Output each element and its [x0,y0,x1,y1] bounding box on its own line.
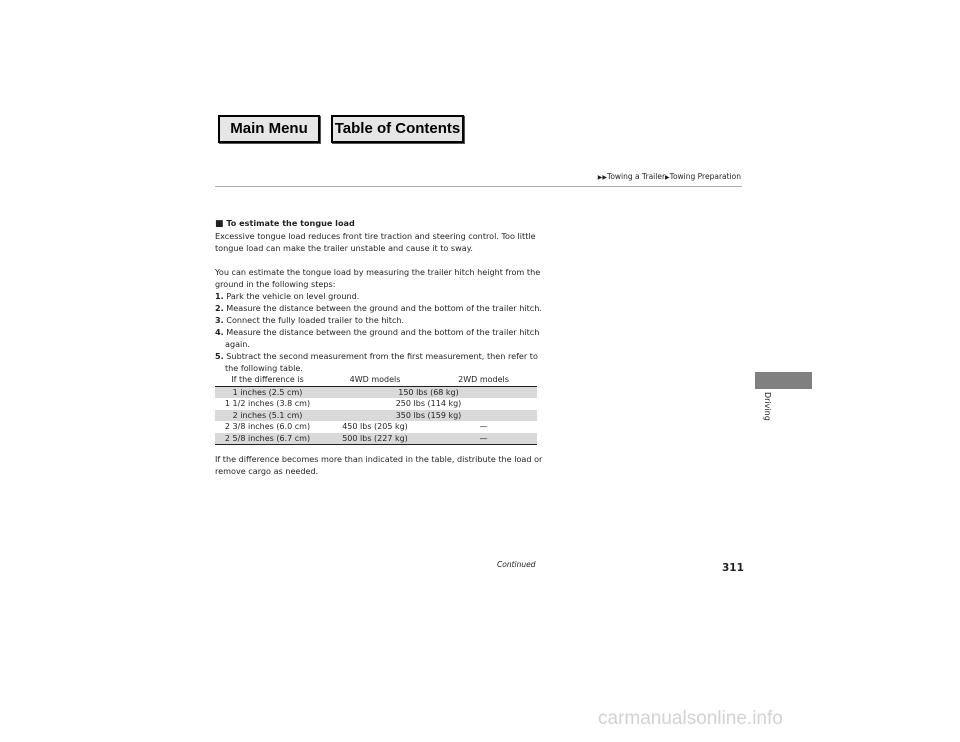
breadcrumb [598,172,741,181]
chapter-tab[interactable] [755,372,812,389]
intro-paragraph: Excessive tongue load reduces front tire traction and steering control. Too little tongue load can make the trailer unstable and cause it to sway. [215,231,536,253]
step-item [215,350,545,374]
section-heading-text: To estimate the tongue load [226,218,355,228]
table-row [215,398,537,410]
table-row [215,410,537,422]
2wd-load-cell: — [479,422,488,431]
breadcrumb-subsection[interactable]: Towing Preparation [669,172,741,181]
after-table-paragraph: If the difference becomes more than indicated in the table, distribute the load or remove cargo as needed. [215,454,543,476]
step-item [215,302,545,314]
steps-list [215,290,545,374]
step-text: Park the vehicle on level ground. [226,291,360,301]
step-number: 1. [215,291,224,301]
header-divider [215,186,742,187]
difference-cell: 2 3/8 inches (6.0 cm) [224,422,311,431]
difference-cell: 2 5/8 inches (6.7 cm) [215,433,320,445]
step-text: Connect the fully loaded trailer to the hitch. [226,315,405,325]
step-number: 4. [215,327,224,337]
load-cell: 350 lbs (159 kg) [320,410,537,422]
step-text: Measure the distance between the ground and the bottom of the trailer hitch. [226,303,542,313]
watermark-text: carmanualsonline.info [598,708,783,729]
step-number: 2. [215,303,224,313]
step-text: Measure the distance between the ground and the bottom of the trailer hitch again. [225,327,540,349]
main-menu-button[interactable]: Main Menu [218,115,320,143]
breadcrumb-arrows-icon: ▶▶ [597,174,608,181]
main-content [215,217,545,477]
difference-cell: 1 1/2 inches (3.8 cm) [224,399,311,408]
4wd-load-cell: 500 lbs (227 kg) [320,433,430,445]
continued-label: Continued [497,560,536,569]
estimate-paragraph: You can estimate the tongue load by measuring the trailer hitch height from the ground in the following steps: [215,267,541,289]
table-header-row [215,374,537,386]
heading-square-icon: ■ [215,219,224,229]
4wd-load-cell: 450 lbs (205 kg) [342,422,408,431]
difference-cell: 1 inches (2.5 cm) [215,386,320,398]
table-row [215,386,537,398]
step-item [215,326,545,350]
section-heading [215,217,545,230]
column-header: 4WD models [320,374,430,386]
step-number: 5. [215,351,224,361]
step-number: 3. [215,315,224,325]
difference-cell: 2 inches (5.1 cm) [215,410,320,422]
table-of-contents-button[interactable]: Table of Contents [331,115,464,143]
tongue-load-table [215,374,537,445]
breadcrumb-section[interactable]: Towing a Trailer [607,172,666,181]
table-row [215,433,537,445]
breadcrumb-separator-icon: ▶ [665,174,670,181]
column-header: If the difference is [215,374,320,386]
page-number: 311 [722,562,744,574]
step-item [215,290,545,302]
2wd-load-cell: — [430,433,537,445]
step-item [215,314,545,326]
step-text: Subtract the second measurement from the first measurement, then refer to the following table. [225,351,538,373]
load-cell: 250 lbs (114 kg) [395,399,462,408]
column-header: 2WD models [430,374,537,386]
table-row [215,421,537,433]
chapter-tab-label: Driving [763,392,772,421]
load-cell: 150 lbs (68 kg) [320,386,537,398]
